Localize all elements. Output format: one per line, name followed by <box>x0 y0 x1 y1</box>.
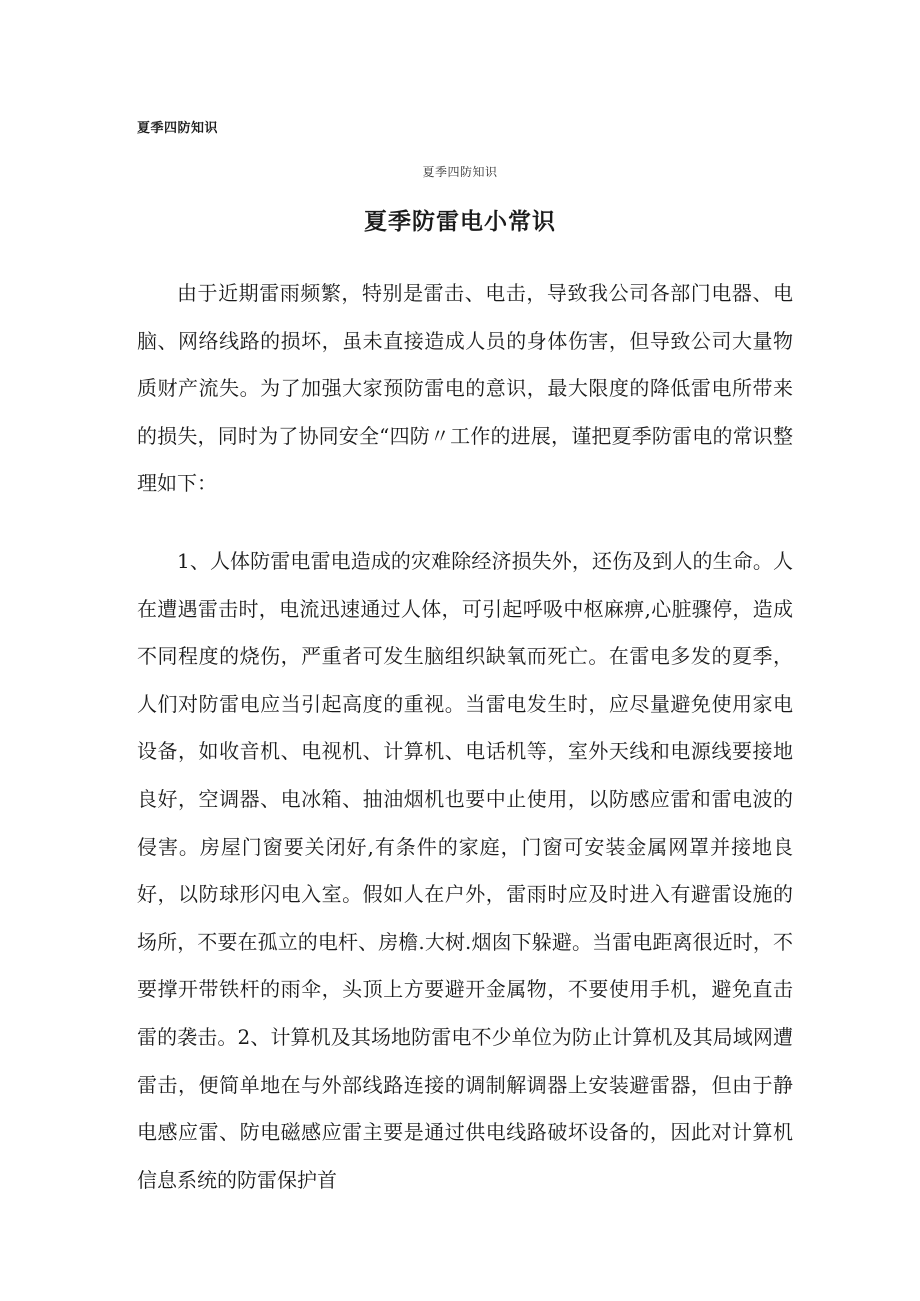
page-title: 夏季防雷电小常识 <box>364 209 556 235</box>
intro-paragraph: 由于近期雷雨频繁，特别是雷击、电击，导致我公司各部门电器、电脑、网络线路的损坏，虽未直接造成人员的身体伤害，但导致公司大量物质财产流失。为了加强大家预防雷电的意识，最大限度的降低雷电所带来的损失，同时为了协同安全“四防〃工作的进展，谨把夏季防雷电的常识整理如下： <box>137 281 793 496</box>
page-header: 夏季四防知识 <box>422 165 498 179</box>
lightning-safety-paragraph: 1、人体防雷电雷电造成的灾难除经济损失外，还伤及到人的生命。人在遭遇雷击时，电流迅速通过人体，可引起呼吸中枢麻痹,心脏骤停，造成不同程度的烧伤，严重者可发生脑组织缺氧而死亡。在雷电多发的夏季，人们对防雷电应当引起高度的重视。当雷电发生时，应尽量避免使用家电设备，如收音机、电视机、计算机、电话机等，室外天线和电源线要接地良好，空调器、电冰箱、抽油烟机也要中止使用，以防感应雷和雷电波的侵害。房屋门窗要关闭好,有条件的家庭，门窗可安装金属网罩并接地良好，以防球形闪电入室。假如人在户外，雷雨时应及时进入有避雷设施的场所，不要在孤立的电杆、房檐.大树.烟囱下躲避。当雷电距离很近时，不要撑开带铁杆的雨伞，头顶上方要避开金属物，不要使用手机，避免直击雷的袭击。2、计算机及其场地防雷电不少单位为防止计算机及其局域网遭雷击，便简单地在与外部线路连接的调制解调器上安装避雷器，但由于静电感应雷、防电磁感应雷主要是通过供电线路破坏设备的，因此对计算机信息系统的防雷保护首 <box>137 549 793 1192</box>
document-label: 夏季四防知识 <box>137 121 219 136</box>
